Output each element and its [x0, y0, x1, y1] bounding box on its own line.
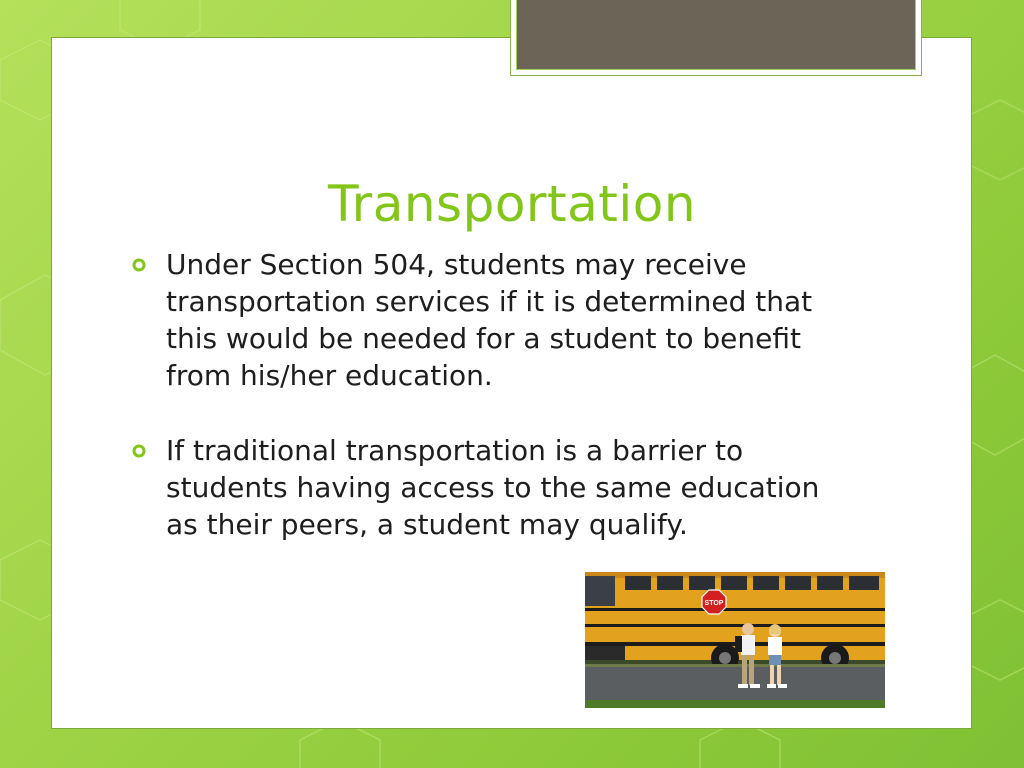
- ring-bullet-icon: [132, 258, 146, 272]
- bullet-text: If traditional transportation is a barrier to students having access to the same education as their peers, a student may qualify.: [166, 434, 820, 541]
- title-tab-fill: [516, 0, 916, 70]
- bullet-list: [130, 246, 850, 581]
- slide-title: Transportation: [327, 175, 697, 233]
- ring-bullet-icon: [132, 444, 146, 458]
- bullet-item: [130, 246, 850, 394]
- bullet-item: [130, 432, 850, 543]
- stop-sign-text: STOP: [704, 600, 724, 607]
- school-bus-photo: [585, 572, 885, 708]
- title-tab-decoration: [510, 0, 922, 76]
- bullet-text: Under Section 504, students may receive transportation services if it is determined that this would be needed for a student to benefit from his/her education.: [166, 248, 813, 392]
